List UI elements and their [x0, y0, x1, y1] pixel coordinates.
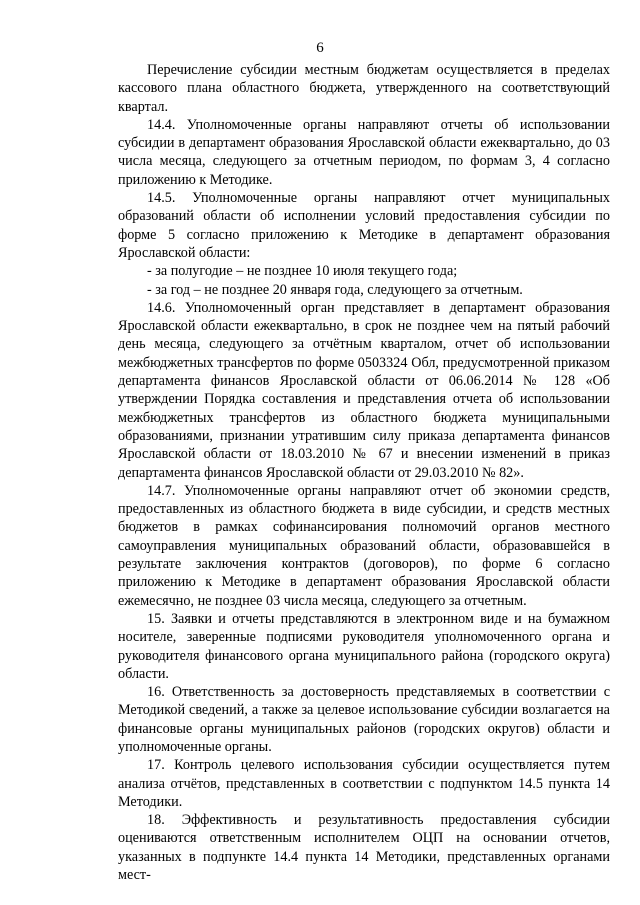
paragraph-14-6: 14.6. Уполномоченный орган представляет в департамент образования Ярославской области ежеквартально, в срок не позднее чем на пятый рабочий день месяца, следующего за отчётным кварталом, отчет об использовании межбюджетных трансфертов по форме 0503324 Обл, предусмотренной приказом департамента финансов Ярославской области от 06.06.2014 № 128 «Об утверждении Порядка составления и представления отчета об использовании межбюджетных трансфертов из областного бюджета муниципальными образованиями, признании утратившим силу приказа департамента финансов Ярославской области от 18.03.2010 № 67 и внесении изменений в приказ департамента финансов Ярославской области от 29.03.2010 № 82».: [118, 299, 610, 481]
list-item-year: - за год – не позднее 20 января года, следующего за отчетным.: [147, 281, 523, 298]
paragraph-16: 16. Ответственность за достоверность представляемых в соответствии с Методикой сведений, а также за целевое использование субсидии возлагается на финансовые органы муниципальных районов (городских округов) области и уполномоченные органы.: [118, 684, 610, 755]
paragraph-14-7: 14.7. Уполномоченные органы направляют отчет об экономии средств, предоставленных из областного бюджета в виде субсидии, и средств местных бюджетов в рамках софинансирования полномочий органов местного самоуправления муниципальных образований области, образовавшейся в результате заключения контрактов (договоров), по форме 6 согласно приложению к Методике в департамент образования Ярославской области ежемесячно, не позднее 03 числа месяца, следующего за отчетным.: [118, 482, 610, 609]
paragraph-15: 15. Заявки и отчеты представляются в электронном виде и на бумажном носителе, заверенные подписями руководителя уполномоченного органа и руководителя финансового органа муниципального района (городского округа) области.: [118, 610, 610, 682]
paragraph-transfer-plan: Перечисление субсидии местным бюджетам осуществляется в пределах кассового плана областного бюджета, утвержденного на соответствующий квартал.: [118, 62, 610, 115]
paragraph-17: 17. Контроль целевого использования субсидии осуществляется путем анализа отчётов, представленных в соответствии с подпунктом 14.5 пункта 14 Методики.: [118, 757, 610, 810]
list-item-half-year: - за полугодие – не позднее 10 июля текущего года;: [147, 263, 458, 280]
paragraph-14-4: 14.4. Уполномоченные органы направляют отчеты об использовании субсидии в департамент образования Ярославской области ежеквартально, до 03 числа месяца, следующего за отчетным периодом, по формам 3, 4 согласно приложению к Методике.: [118, 116, 610, 188]
paragraph-14-5: 14.5. Уполномоченные органы направляют отчет муниципальных образований области об исполнении условий предоставления субсидии по форме 5 согласно приложению к Методике в департамент образования Ярославской области:: [118, 190, 610, 261]
document-body: [118, 61, 610, 884]
paragraph-18: 18. Эффективность и результативность предоставления субсидии оцениваются ответственным исполнителем ОЦП на основании отчетов, указанных в подпункте 14.4 пункта 14 Методики, представленных органами мест-: [118, 812, 610, 884]
page-number: 6: [316, 40, 324, 56]
